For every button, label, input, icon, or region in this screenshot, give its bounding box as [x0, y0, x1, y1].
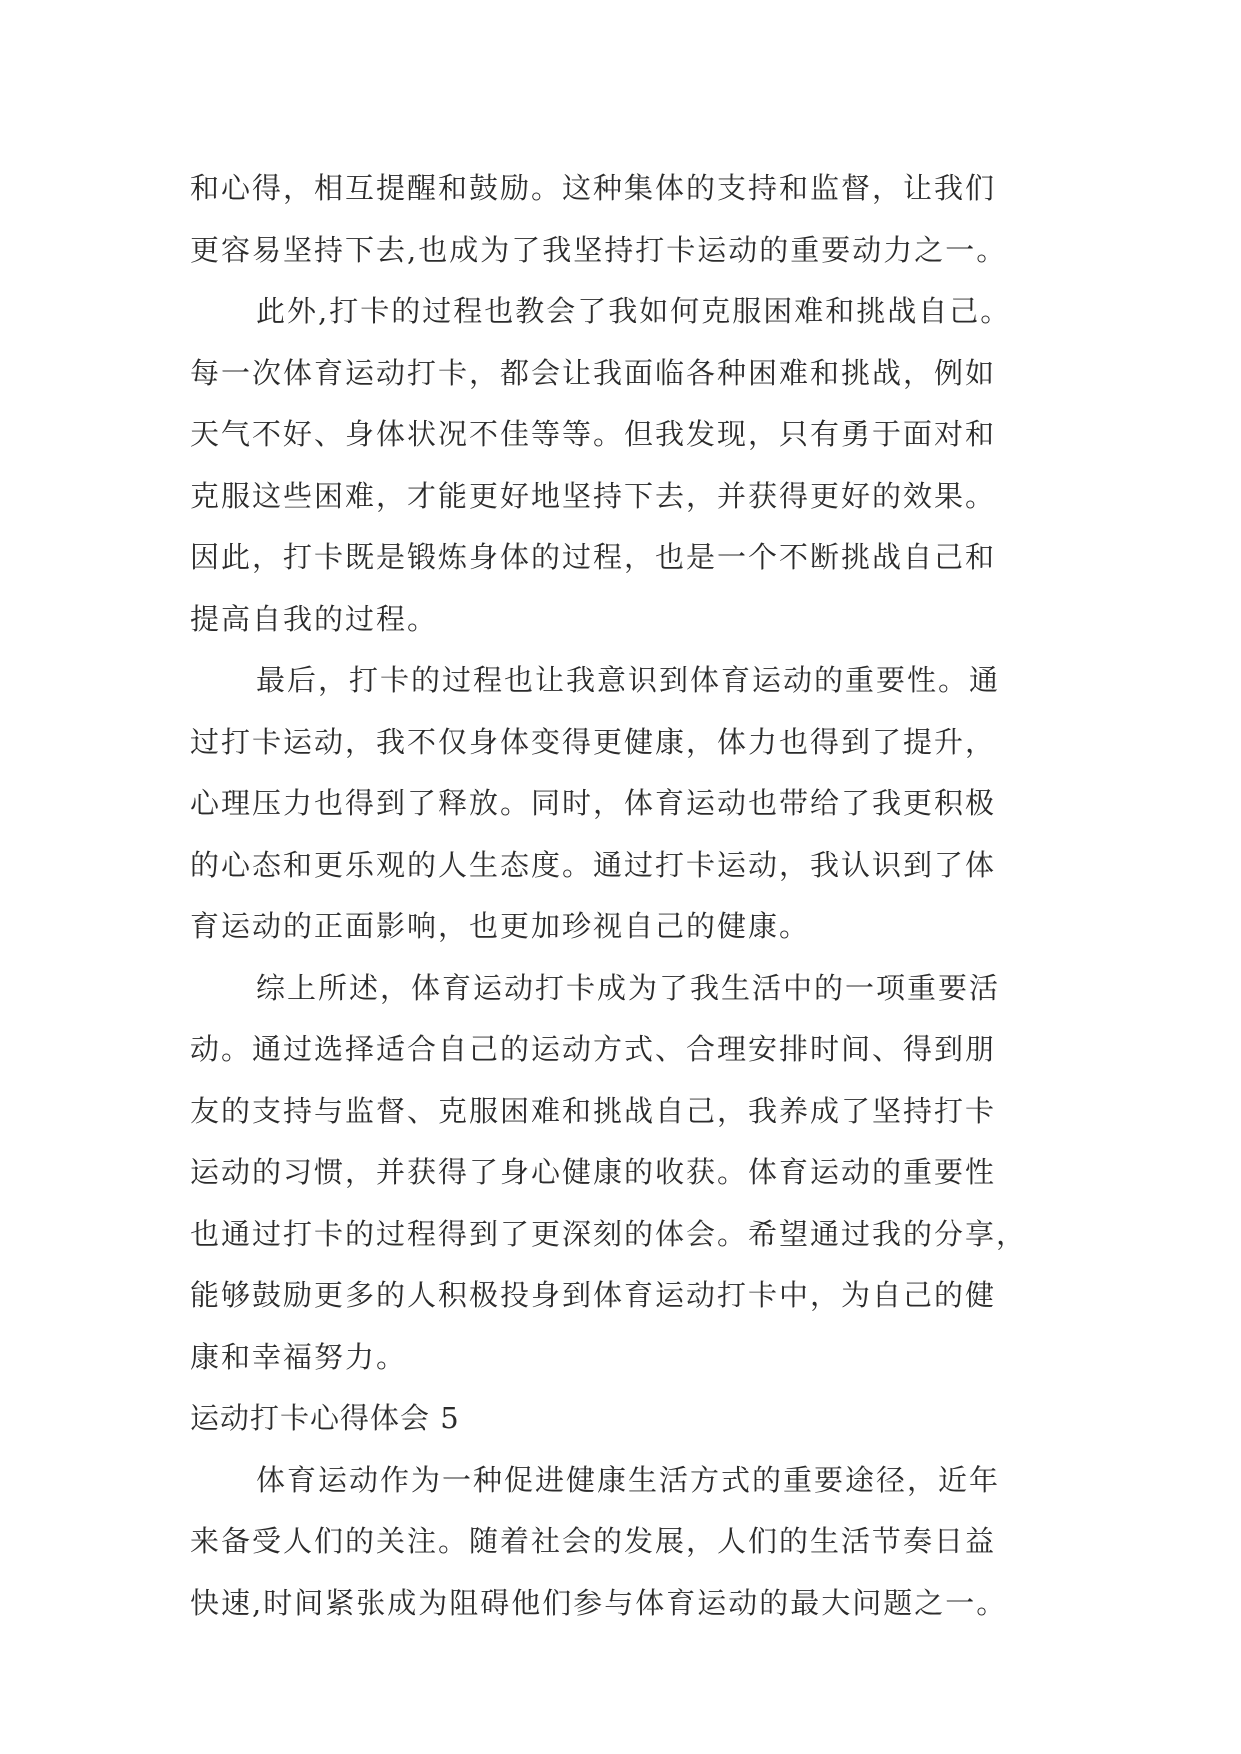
text-line: 能够鼓励更多的人积极投身到体育运动打卡中，为自己的健: [190, 1278, 997, 1312]
text-line: 快速,时间紧张成为阻碍他们参与体育运动的最大问题之一。: [190, 1585, 1008, 1620]
text-line: 运动的习惯，并获得了身心健康的收获。体育运动的重要性: [190, 1155, 997, 1189]
section-heading: 运动打卡心得体会 5: [190, 1401, 460, 1435]
document-body: [190, 158, 1090, 1634]
text-line: 动。通过选择适合自己的运动方式、合理安排时间、得到朋: [190, 1032, 997, 1066]
text-line: 过打卡运动，我不仅身体变得更健康，体力也得到了提升，: [190, 724, 997, 759]
text-line: 因此，打卡既是锻炼身体的过程，也是一个不断挑战自己和: [190, 540, 997, 574]
text-line: 克服这些困难，才能更好地坚持下去，并获得更好的效果。: [190, 478, 997, 513]
text-line: 来备受人们的关注。随着社会的发展，人们的生活节奏日益: [190, 1524, 997, 1558]
text-line: 更容易坚持下去,也成为了我坚持打卡运动的重要动力之一。: [190, 232, 1008, 267]
text-line: 每一次体育运动打卡，都会让我面临各种困难和挑战，例如: [190, 355, 997, 390]
text-line: 提高自我的过程。: [190, 601, 439, 636]
text-line: 和心得，相互提醒和鼓励。这种集体的支持和监督，让我们: [190, 171, 997, 205]
text-line: 综上所述，体育运动打卡成为了我生活中的一项重要活: [256, 970, 1001, 1005]
text-line: 友的支持与监督、克服困难和挑战自己，我养成了坚持打卡: [190, 1093, 997, 1128]
text-line: 心理压力也得到了释放。同时，体育运动也带给了我更积极: [190, 786, 997, 820]
text-line: 康和幸福努力。: [190, 1339, 408, 1374]
text-line: 天气不好、身体状况不佳等等。但我发现，只有勇于面对和: [190, 417, 997, 451]
text-line: 体育运动作为一种促进健康生活方式的重要途径，近年: [256, 1462, 1001, 1497]
text-line: 也通过打卡的过程得到了更深刻的体会。希望通过我的分享，: [190, 1216, 1028, 1251]
text-line: 最后，打卡的过程也让我意识到体育运动的重要性。通: [256, 663, 1001, 697]
text-line: 的心态和更乐观的人生态度。通过打卡运动，我认识到了体: [190, 847, 997, 882]
text-line: 此外,打卡的过程也教会了我如何克服困难和挑战自己。: [256, 294, 1012, 328]
text-line: 育运动的正面影响，也更加珍视自己的健康。: [190, 909, 811, 943]
